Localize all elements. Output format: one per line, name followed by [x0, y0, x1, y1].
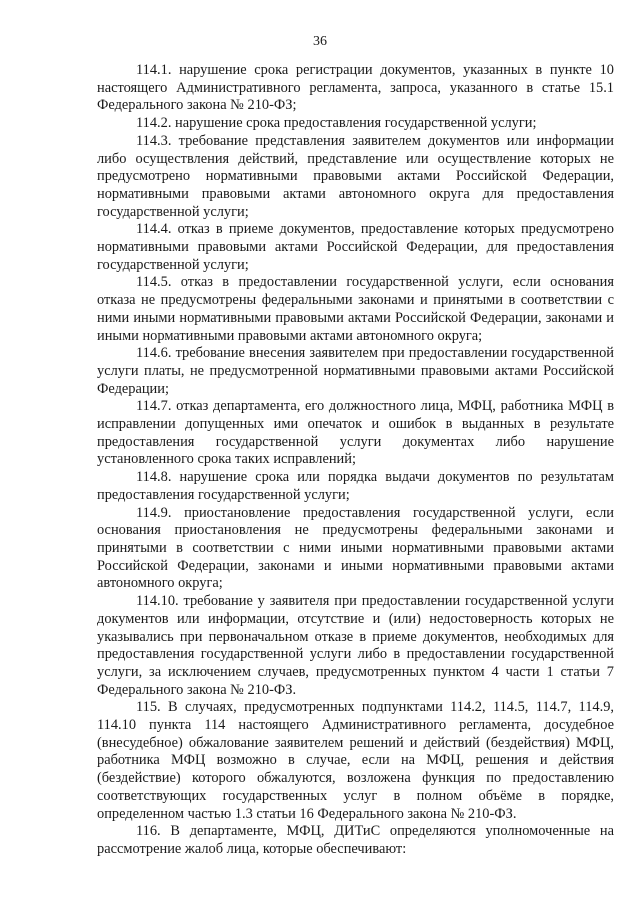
paragraph-114-8: 114.8. нарушение срока или порядка выдачи документов по результатам предоставления государственной услуги; — [97, 469, 614, 503]
paragraph-116: 116. В департаменте, МФЦ, ДИТиС определяются уполномоченные на рассмотрение жалоб лица, которые обеспечивают: — [97, 823, 614, 857]
paragraph-114-2: 114.2. нарушение срока предоставления государственной услуги; — [136, 115, 537, 132]
paragraph-114-10: 114.10. требование у заявителя при предоставлении государственной услуги документов или информации, отсутствие и (или) недостоверность которых не указывались при первоначальном отказе в приеме документов, необходимых для предоставления государственной услуги либо в предоставлении государственной услуги, за исключением случаев, предусмотренных пунктом 4 части 1 статьи 7 Федерального закона № 210-ФЗ. — [97, 593, 614, 698]
paragraph-114-6: 114.6. требование внесения заявителем при предоставлении государственной услуги платы, не предусмотренной нормативными правовыми актами Российской Федерации; — [97, 345, 614, 397]
document-body — [97, 62, 614, 859]
paragraph-115: 115. В случаях, предусмотренных подпунктами 114.2, 114.5, 114.7, 114.9, 114.10 пункта 114 настоящего Административного регламента, досудебное (внесудебное) обжалование заявителем решений и действий (бездействия) МФЦ, работника МФЦ возможно в случае, если на МФЦ, решения и действия (бездействие) которого обжалуются, возложена функция по предоставлению соответствующих государственных услуг в полном объёме в порядке, определенном частью 1.3 статьи 16 Федерального закона № 210-ФЗ. — [97, 699, 614, 822]
paragraph-114-7: 114.7. отказ департамента, его должностного лица, МФЦ, работника МФЦ в исправлении допущенных ими опечаток и ошибок в выданных в результате предоставления государственной услуги документах либо нарушение установленного срока таких исправлений; — [97, 398, 614, 468]
paragraph-114-1: 114.1. нарушение срока регистрации документов, указанных в пункте 10 настоящего Административного регламента, запроса, указанного в статье 15.1 Федерального закона № 210-ФЗ; — [97, 62, 614, 114]
page-number: 36 — [313, 34, 327, 49]
paragraph-114-5: 114.5. отказ в предоставлении государственной услуги, если основания отказа не предусмотрены федеральными законами и принятыми в соответствии с ними иными нормативными правовыми актами Российской Федерации, законами и иными нормативными правовыми актами автономного округа; — [97, 274, 614, 344]
paragraph-114-3: 114.3. требование представления заявителем документов или информации либо осуществления действий, представление или осуществление которых не предусмотрено нормативными правовыми актами Российской Федерации, нормативными правовыми актами автономного округа для предоставления государственной услуги; — [97, 132, 614, 220]
paragraph-114-4: 114.4. отказ в приеме документов, предоставление которых предусмотрено нормативными правовыми актами Российской Федерации, для предоставления государственной услуги; — [97, 221, 614, 273]
paragraph-114-9: 114.9. приостановление предоставления государственной услуги, если основания приостановления не предусмотрены федеральными законами и принятыми в соответствии с ними иными нормативными правовыми актами Российской Федерации, законами и иными нормативными правовыми актами автономного округа; — [97, 504, 614, 592]
